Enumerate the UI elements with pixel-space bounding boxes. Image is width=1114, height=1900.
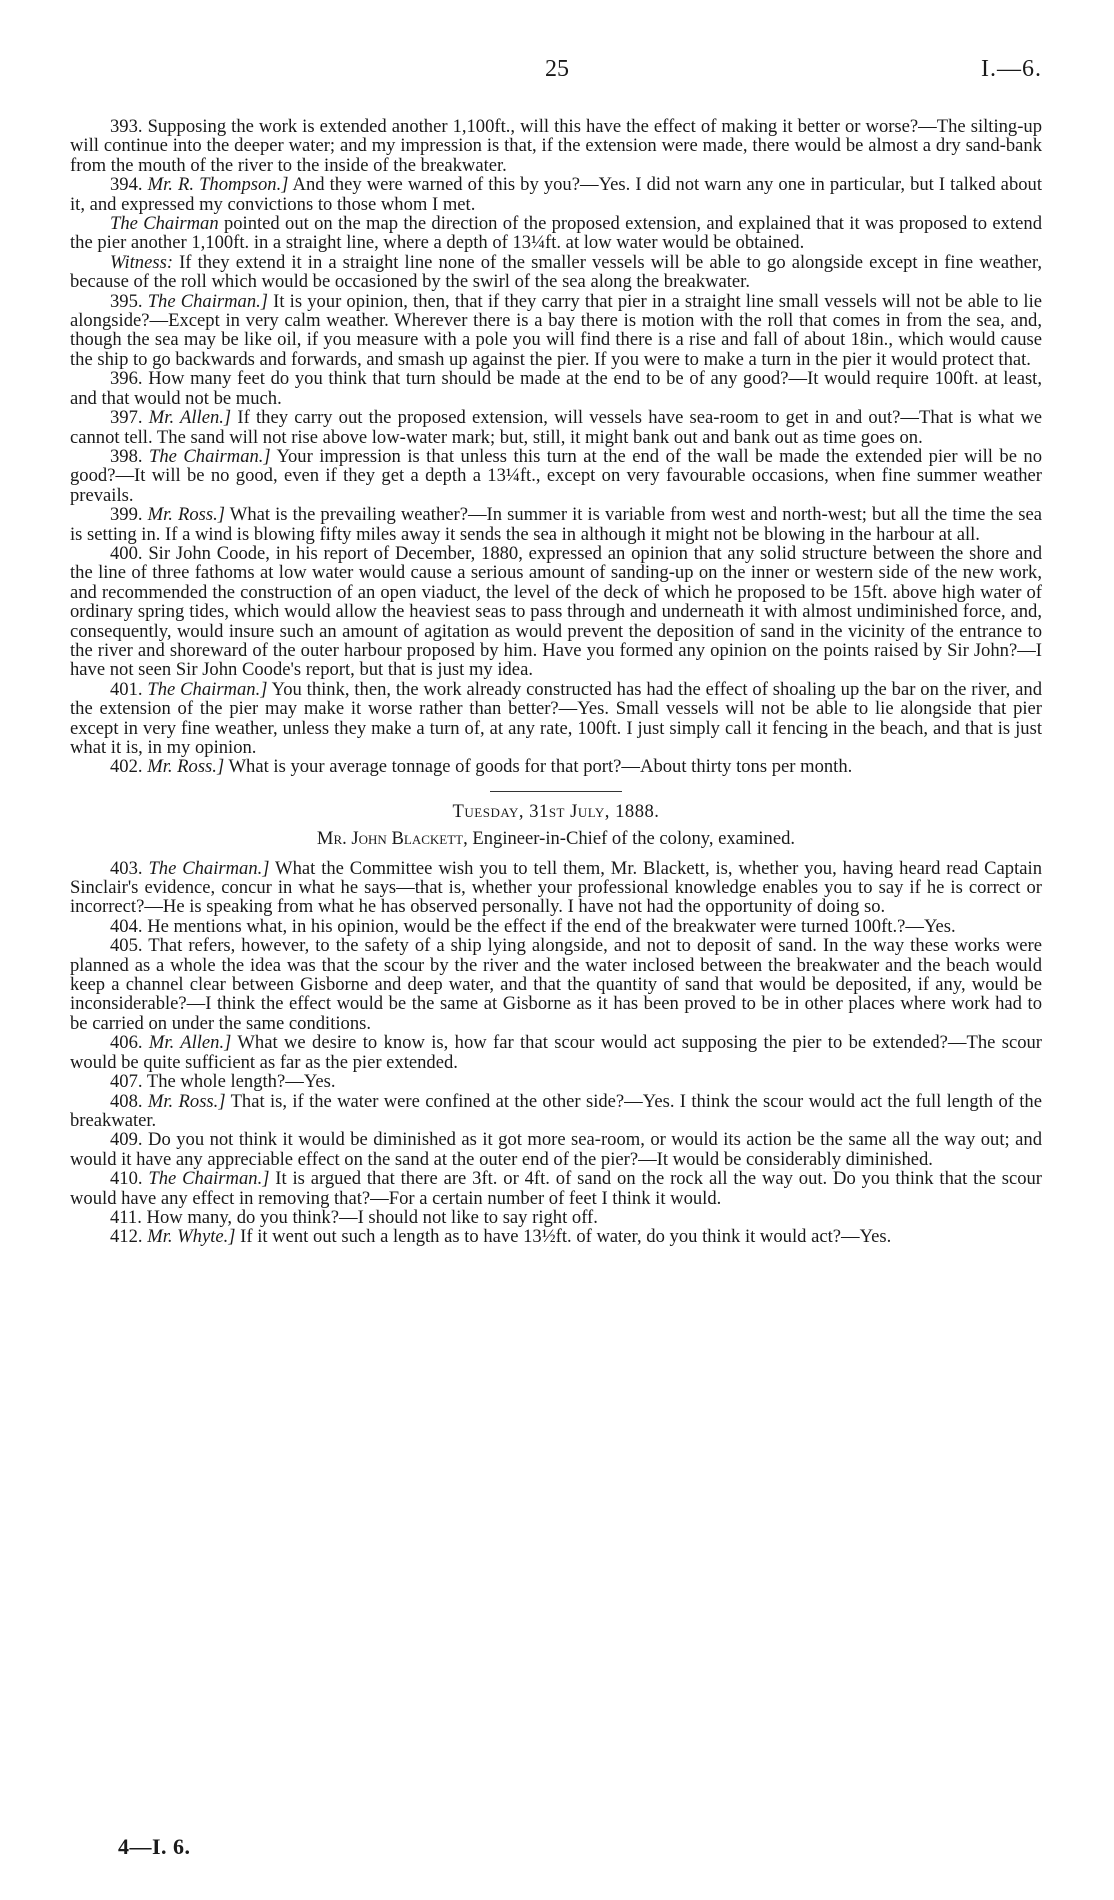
evidence-paragraph: [70, 1208, 1042, 1227]
evidence-paragraph: [70, 917, 1042, 936]
session-date: Tuesday, 31st July, 1888.: [452, 800, 660, 822]
paragraph-text: Your impression is that unless this turn at the end of the wall be made the extended pier will be no good?—It will be no good, even if they get a depth a 13¼ft., except on very favourable occasions, when fine summer weather prevails.: [70, 445, 1043, 506]
evidence-paragraph: [70, 117, 1042, 175]
speaker-label: The Chairman.]: [148, 1168, 270, 1190]
question-number: 405.: [110, 935, 143, 957]
paragraph-text: What is your average tonnage of goods for that port?—About thirty tons per month.: [224, 756, 853, 778]
paragraph-text: That refers, however, to the safety of a ship lying alongside, and not to deposit of sand. In the way these works were planned as a whole the idea was that the scour by the river and the water inclosed between the breakwater and the beach would keep a channel clear between Gisborne and deep water, and that the quantity of sand that would be deposited, if any, would be inconsiderable?—I think the effect would be the same at Gisborne as it has been proved to be in other places where work had to be carried on under the same conditions.: [70, 935, 1042, 1034]
section-divider: [490, 791, 622, 792]
paragraph-text: What we desire to know is, how far that scour would act supposing the pier to be extended?—The scour would be quite sufficient as far as the pier extended.: [70, 1032, 1042, 1073]
paragraph-text: What the Committee wish you to tell them, Mr. Blackett, is, whether you, having heard read Captain Sinclair's evidence, concur in what he says—that is, whether your professional knowledge enables you to say if he is correct or incorrect?—He is speaking from what he has observed personally. I have not had the opportunity of doing so.: [70, 857, 1042, 918]
paragraph-text: Sir John Coode, in his report of December, 1880, expressed an opinion that any solid structure between the shore and the line of three fathoms at low water would cause a serious amount of sanding-up on the inner or western side of the new work, and recommended the construction of an open viaduct, the level of the deck of which he proposed to be 15ft. above high water of ordinary spring tides, which would allow the heaviest seas to pass through and underneath it with almost undiminished force, and, consequently, would insure such an amount of agitation as would prevent the deposition of sand in the vicinity of the entrance to the river and shoreward of the outer harbour proposed by him. Have you formed any opinion on the points raised by Sir John?—I have not seen Sir John Coode's report, but that is just my idea.: [70, 542, 1042, 681]
paragraph-text: If they extend it in a straight line none of the smaller vessels will be able to go alongside except in fine weather, because of the roll which would be occasioned by the swirl of the sea along the breakwater.: [70, 251, 1042, 293]
question-number: 411.: [110, 1206, 142, 1228]
document-reference: I.—6.: [981, 56, 1042, 82]
question-number: 395.: [110, 290, 143, 312]
evidence-paragraph: [70, 1130, 1042, 1169]
evidence-paragraph: [70, 936, 1042, 1033]
question-number: 396.: [110, 368, 143, 390]
evidence-paragraph: [70, 292, 1042, 370]
evidence-paragraph: [70, 408, 1042, 447]
paragraph-text: If they carry out the proposed extension, will vessels have sea-room to get in and out?—That is what we cannot tell. The sand will not rise above low-water mark; but, still, it might bank out and bank out as time goes on.: [70, 407, 1043, 448]
paragraph-text: He mentions what, in his opinion, would be the effect if the end of the breakwater were turned 100ft.?—Yes.: [147, 915, 956, 937]
question-number: 404.: [110, 915, 143, 937]
speaker-label: Mr. Ross.]: [147, 756, 225, 778]
question-number: 402.: [110, 756, 143, 778]
evidence-paragraph: [70, 505, 1042, 544]
question-number: 400.: [110, 542, 143, 564]
question-number: 399.: [110, 504, 143, 526]
evidence-paragraph: [70, 1072, 1042, 1091]
question-number: 412.: [110, 1226, 143, 1248]
paragraph-text: You think, then, the work already constructed has had the effect of shoaling up the bar on the river, and the extension of the pier may make it worse rather than better?—Yes. Small vessels will not be able to lie alongside that pier except in very fine weather, unless they make a turn of, at any rate, 100ft. I just simply call it fencing in the beach, and that is just what it is, in my opinion.: [70, 678, 1043, 758]
speaker-label: The Chairman.]: [149, 445, 271, 467]
evidence-paragraph: [70, 1033, 1042, 1072]
question-number: 410.: [110, 1168, 143, 1190]
evidence-paragraph: [70, 214, 1042, 253]
evidence-paragraph: [70, 253, 1042, 292]
question-number: 393.: [110, 116, 143, 137]
evidence-paragraph: [70, 1092, 1042, 1131]
paragraph-text: What is the prevailing weather?—In summer it is variable from west and north-west; but all the time the sea is setting in. If a wind is blowing fifty miles away it sends the sea in although it might not be blowing in the harbour at all.: [70, 504, 1042, 545]
printer-signature: 4—I. 6.: [118, 1834, 191, 1859]
document-body: [70, 117, 1042, 1247]
evidence-paragraph: [70, 1227, 1042, 1246]
question-number: 394.: [110, 174, 143, 196]
speaker-label: Mr. Allen.]: [148, 1032, 232, 1054]
paragraph-text: The whole length?—Yes.: [146, 1071, 336, 1093]
question-number: 409.: [110, 1129, 143, 1151]
question-number: 401.: [110, 678, 143, 700]
evidence-paragraph: [70, 680, 1042, 758]
evidence-paragraph: [70, 175, 1042, 214]
paragraph-text: How many, do you think?—I should not like to say right off.: [146, 1206, 598, 1228]
evidence-paragraph: [70, 447, 1042, 505]
paragraph-text: That is, if the water were confined at the other side?—Yes. I think the scour would act the full length of the breakwater.: [70, 1090, 1042, 1131]
paragraph-text: How many feet do you think that turn should be made at the end to be of any good?—It would require 100ft. at least, and that would not be much.: [70, 368, 1042, 409]
speaker-label: The Chairman.]: [148, 857, 270, 879]
evidence-block-1: [70, 117, 1042, 777]
evidence-paragraph: [70, 369, 1042, 408]
paragraph-text: It is your opinion, then, that if they carry that pier in a straight line small vessels will not be able to lie alongside?—Except in very calm weather. Wherever there is a bay there is motion with the roll that comes in from the sea, and, though the sea may be like oil, if you measure with a pole you will find there is a rise and fall of about 18in., which would cause the ship to go backwards and forwards, and smash up against the pier. If you were to make a turn in the pier it would protect that.: [70, 290, 1042, 370]
evidence-paragraph: [70, 859, 1042, 917]
question-number: 398.: [110, 445, 143, 467]
paragraph-text: Supposing the work is extended another 1,100ft., will this have the effect of making it better or worse?—The silting-up will continue into the deeper water; and my impression is that, if the extension were made, there would be almost a dry sand-bank from the mouth of the river to the inside of the breakwater.: [70, 116, 1042, 176]
paragraph-text: And they were warned of this by you?—Yes. I did not warn any one in particular, but I talked about it, and expressed my convictions to those whom I met.: [70, 174, 1042, 215]
paragraph-text: pointed out on the map the direction of the proposed extension, and explained that it was proposed to extend the pier another 1,100ft. in a straight line, where a depth of 13¼ft. at low water would be obtained.: [70, 213, 1042, 254]
witness-heading: [70, 829, 1042, 848]
page-number: 25: [545, 56, 569, 82]
speaker-label: Witness:: [110, 251, 174, 273]
question-number: 406.: [110, 1032, 143, 1054]
question-number: 408.: [110, 1090, 143, 1112]
evidence-paragraph: [70, 544, 1042, 680]
evidence-paragraph: [70, 757, 1042, 776]
witness-name: Mr. John Blackett,: [316, 828, 468, 850]
question-number: 397.: [110, 407, 143, 429]
speaker-label: The Chairman.]: [147, 290, 269, 312]
paragraph-text: Do you not think it would be diminished as it got more sea-room, or would its action be the same all the way out; and would it have any appreciable effect on the sand at the outer end of the pier?—It would be considerably diminished.: [70, 1129, 1042, 1170]
speaker-label: Mr. R. Thompson.]: [147, 174, 289, 196]
paragraph-text: It is argued that there are 3ft. or 4ft. of sand on the rock all the way out. Do you think that the scour would have any effect in removing that?—For a certain number of feet I think it would.: [70, 1168, 1042, 1209]
evidence-paragraph: [70, 1169, 1042, 1208]
speaker-label: Mr. Whyte.]: [147, 1226, 236, 1248]
evidence-block-2: [70, 859, 1042, 1247]
question-number: 403.: [110, 857, 143, 879]
speaker-label: Mr. Ross.]: [147, 504, 226, 526]
speaker-label: The Chairman: [110, 213, 219, 235]
speaker-label: The Chairman.]: [147, 678, 268, 700]
page-header: [0, 56, 1114, 90]
paragraph-text: If it went out such a length as to have 13½ft. of water, do you think it would act?—Yes.: [235, 1226, 892, 1248]
witness-role: Engineer-in-Chief of the colony, examined.: [467, 828, 796, 850]
question-number: 407.: [110, 1071, 143, 1093]
speaker-label: Mr. Ross.]: [147, 1090, 226, 1112]
speaker-label: Mr. Allen.]: [148, 407, 232, 429]
